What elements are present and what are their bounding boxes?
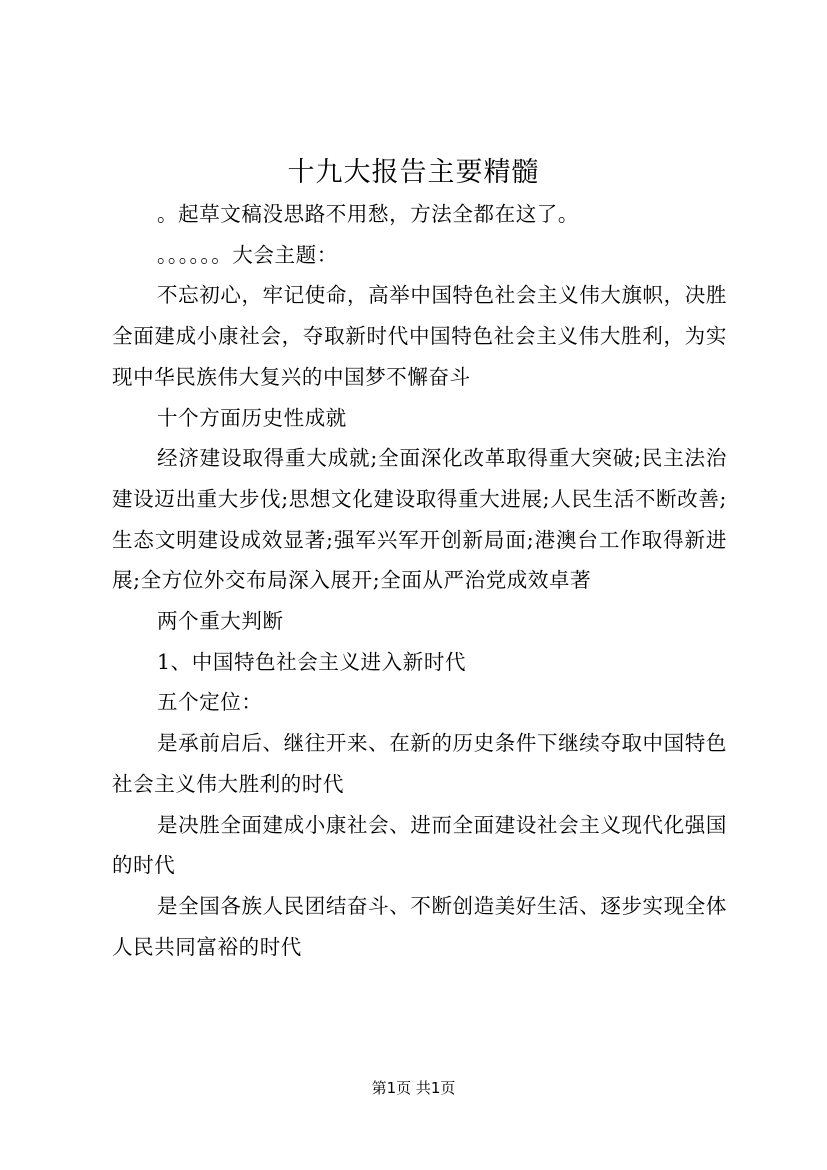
- paragraph: 经济建设取得重大成就;全面深化改革取得重大突破;民主法治建设迈出重大步伐;思想文化建设取得重大进展;人民生活不断改善;生态文明建设成效显著;强军兴军开创新局面;港澳台工作取得新进展;全方位外交布局深入展开;全面从严治党成效卓著: [112, 446, 727, 593]
- paragraph: 。。。。。。大会主题：: [157, 242, 338, 267]
- paragraph: 。起草文稿没思路不用愁，方法全都在这了。: [157, 202, 579, 226]
- paragraph: 五个定位：: [157, 690, 263, 715]
- paragraph: 是全国各族人民团结奋斗、不断创造美好生活、逐步实现全体人民共同富裕的时代: [112, 893, 727, 959]
- document-body: [112, 194, 727, 967]
- paragraph: 是承前启后、继往开来、在新的历史条件下继续夺取中国特色社会主义伟大胜利的时代: [112, 731, 727, 796]
- paragraph: 不忘初心，牢记使命，高举中国特色社会主义伟大旗帜，决胜全面建成小康社会，夺取新时代中国特色社会主义伟大胜利，为实现中华民族伟大复兴的中国梦不懈奋斗: [112, 283, 727, 389]
- paragraph: 两个重大判断: [157, 609, 284, 634]
- paragraph: 1、中国特色社会主义进入新时代: [157, 649, 467, 674]
- page-footer: 第1页 共1页: [371, 1079, 456, 1097]
- document-title: 十九大报告主要精髓: [287, 157, 540, 188]
- paragraph: 是决胜全面建成小康社会、进而全面建设社会主义现代化强国的时代: [112, 812, 727, 878]
- paragraph: 十个方面历史性成就: [157, 405, 347, 430]
